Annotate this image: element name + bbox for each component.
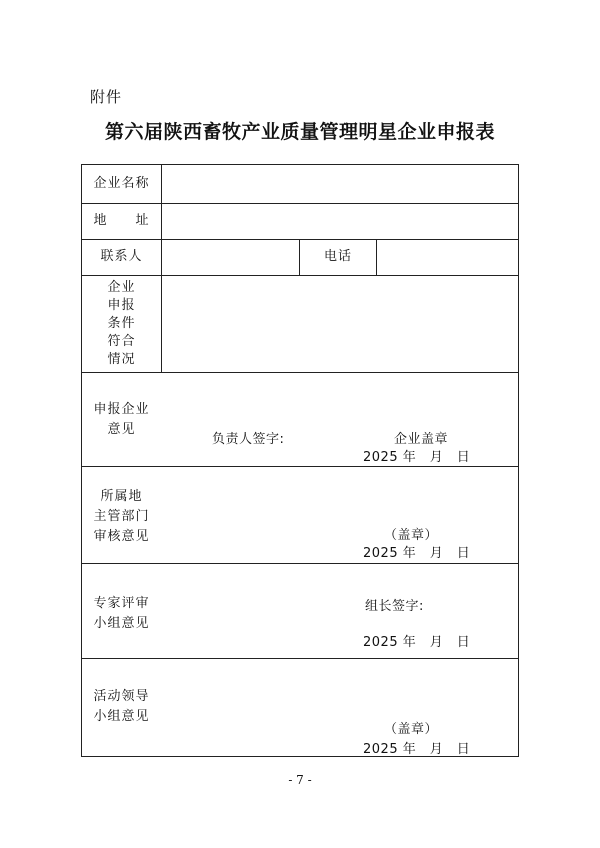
conditions-cell[interactable] (162, 275, 518, 372)
phone-cell[interactable] (377, 239, 518, 275)
applicant-opinion-label: 申报企业 意见 (93, 402, 150, 437)
address-cell[interactable] (162, 203, 518, 239)
application-form-table (81, 164, 519, 757)
responsible-signature-label: 负责人签字: (212, 432, 285, 447)
authority-seal-label: （盖章） (384, 528, 439, 543)
team-leader-signature-label: 组长签字: (365, 599, 424, 614)
company-name-label: 企业名称 (93, 176, 150, 191)
expert-date: 2025 年 月 日 (363, 635, 471, 650)
contact-label: 联系人 (100, 249, 143, 264)
page-number: - 7 - (288, 773, 312, 787)
conditions-label: 企业 申报 条件 符合 情况 (107, 280, 136, 367)
form-title: 第六届陕西畜牧产业质量管理明星企业申报表 (104, 121, 495, 143)
leader-date: 2025 年 月 日 (363, 742, 471, 757)
leader-seal-label: （盖章） (384, 722, 439, 737)
applicant-date: 2025 年 月 日 (363, 450, 471, 465)
authority-date: 2025 年 月 日 (363, 546, 471, 561)
address-label: 地 址 (93, 213, 150, 228)
authority-opinion-label: 所属地 主管部门 审核意见 (93, 489, 150, 544)
contact-cell[interactable] (162, 239, 299, 275)
company-seal-label: 企业盖章 (394, 432, 449, 447)
leader-opinion-label: 活动领导 小组意见 (93, 689, 150, 724)
company-name-cell[interactable] (162, 165, 518, 203)
attachment-label: 附件 (90, 88, 123, 106)
phone-label: 电话 (323, 249, 352, 264)
expert-opinion-label: 专家评审 小组意见 (93, 596, 150, 631)
